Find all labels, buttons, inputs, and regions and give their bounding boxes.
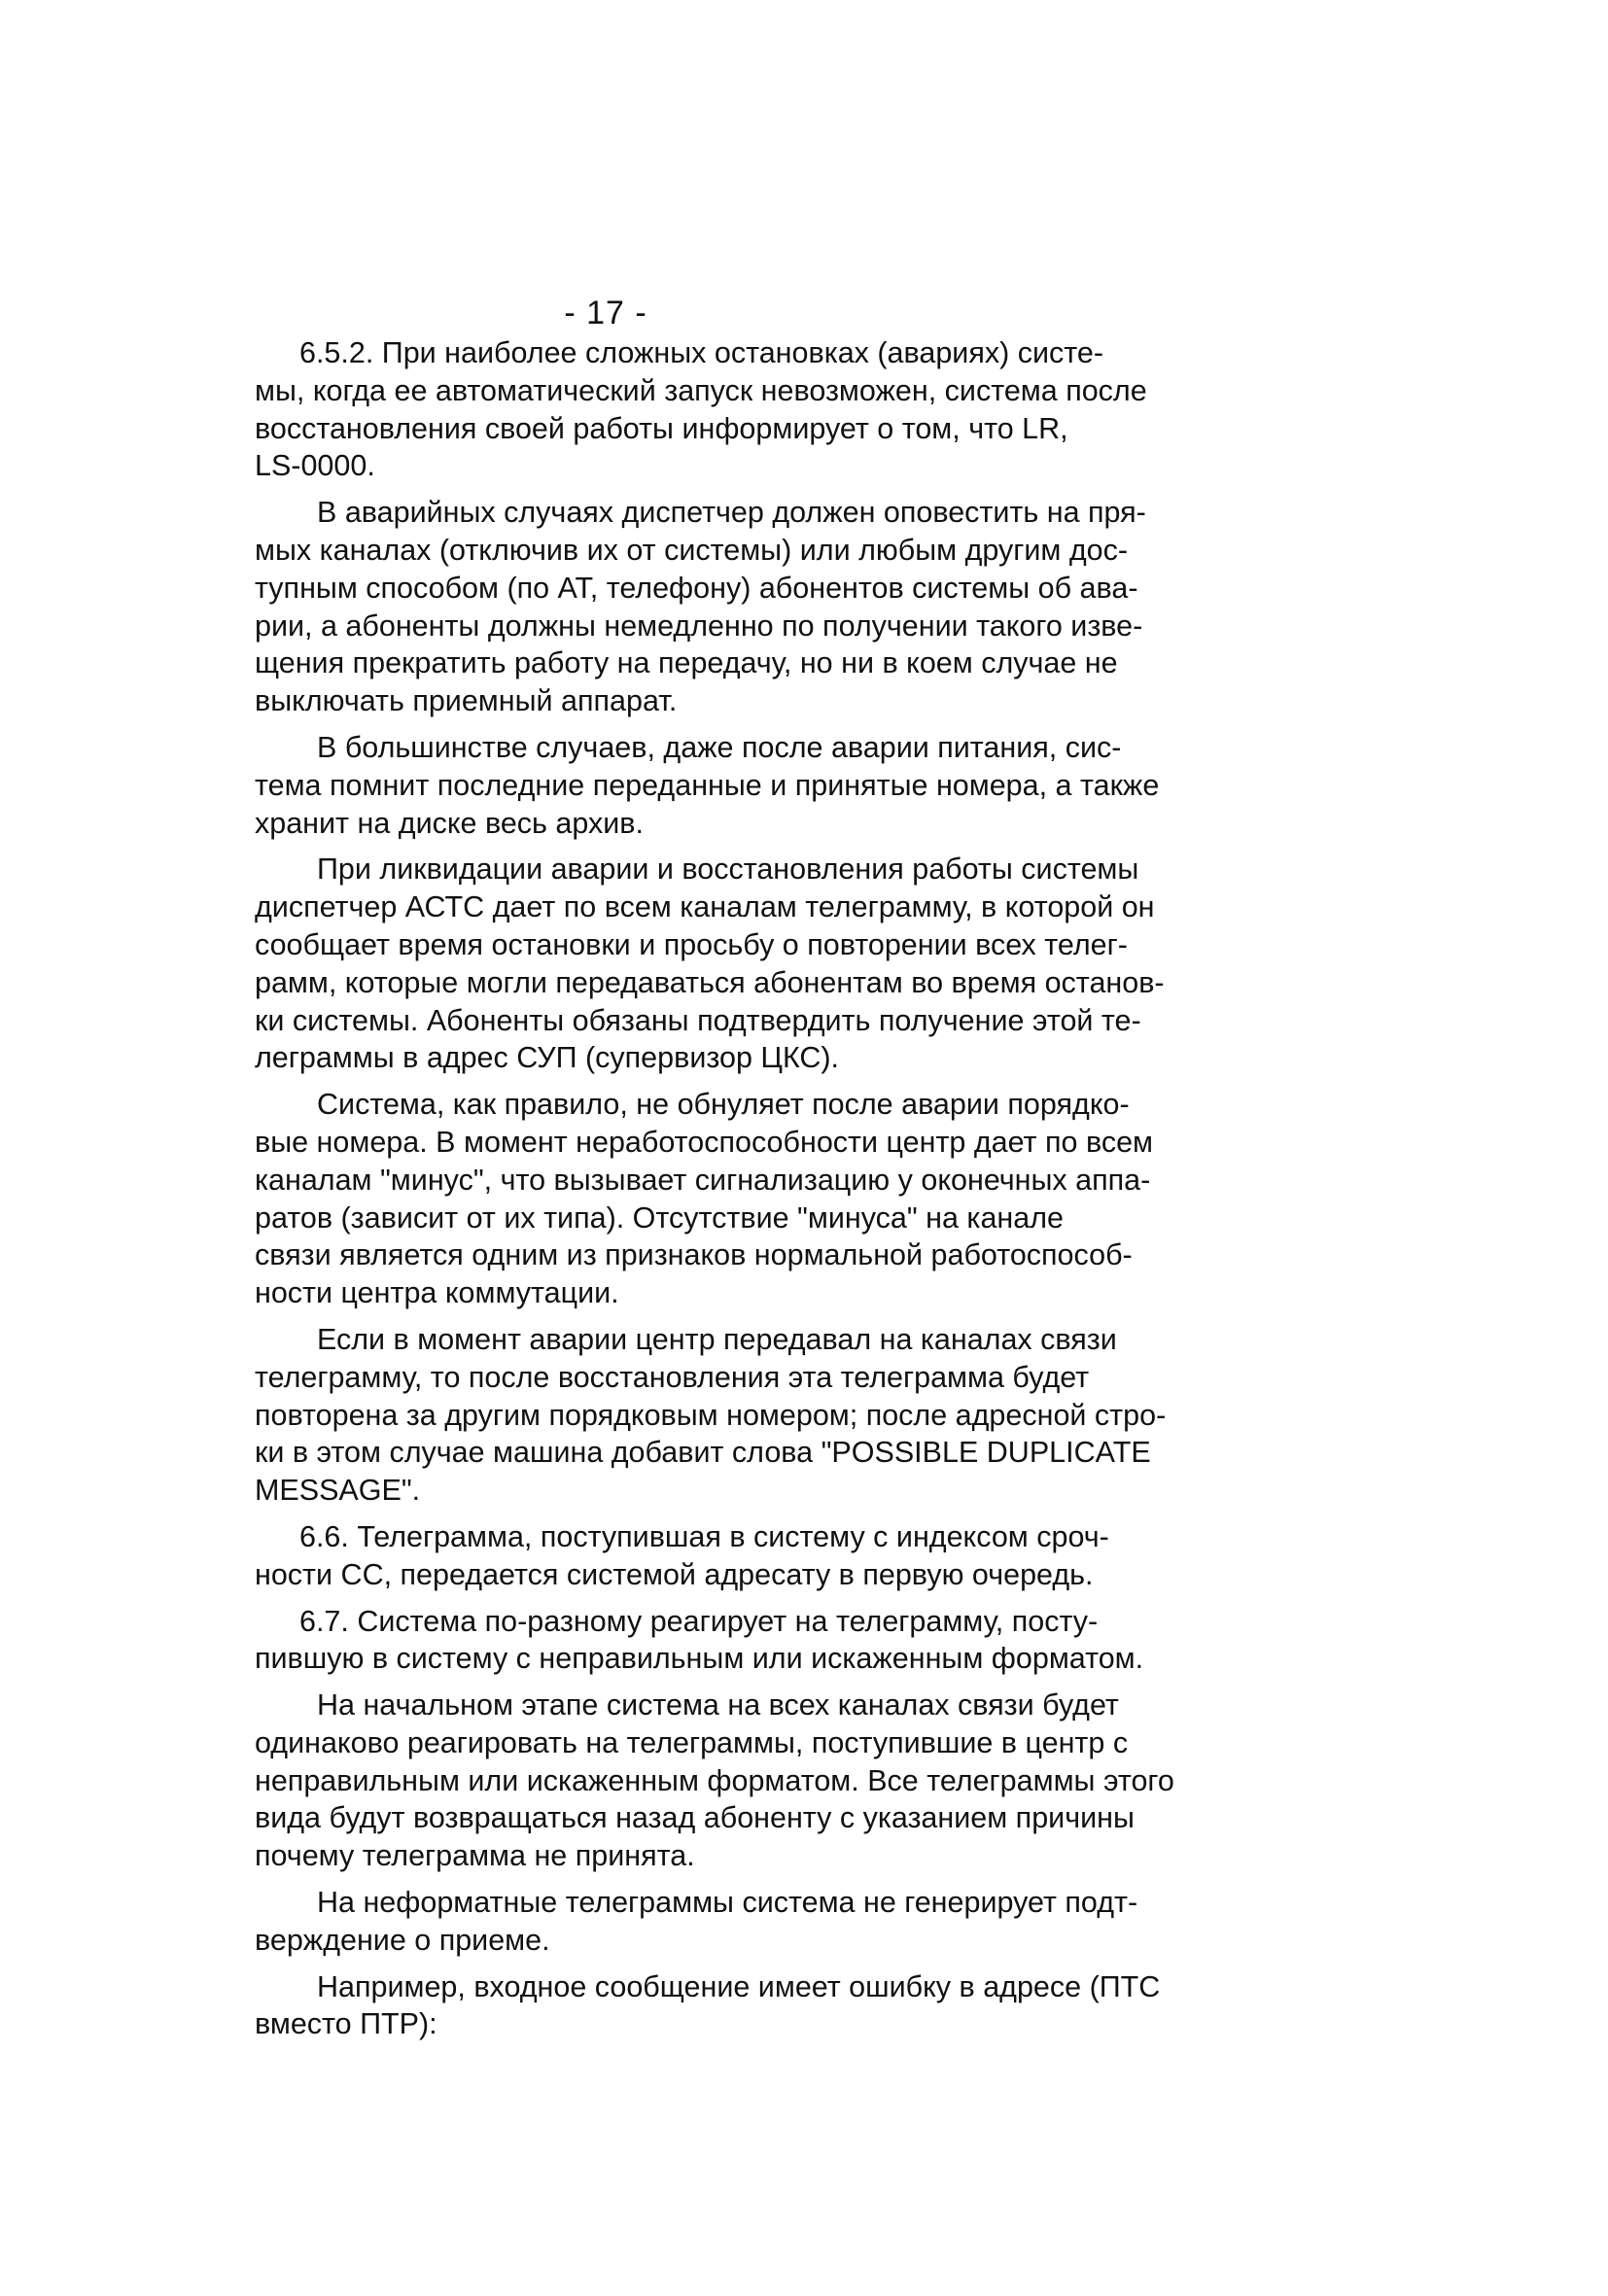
- text-line: На начальном этапе система на всех каналах связи будет: [317, 1688, 1119, 1722]
- text-line: тема помнит последние переданные и принятые номера, а также: [255, 768, 1160, 802]
- text-line: леграммы в адрес СУП (супервизор ЦКС).: [255, 1041, 840, 1075]
- text-line: телеграмму, то после восстановления эта телеграмма будет: [255, 1360, 1090, 1394]
- text-line: связи является одним из признаков нормальной работоспособ-: [255, 1238, 1133, 1272]
- paragraph-6-5-2: [255, 334, 1324, 485]
- text-line: мы, когда ее автоматический запуск невозможен, система после: [255, 373, 1147, 407]
- text-line: Например, входное сообщение имеет ошибку в адресе (ПТС: [317, 1969, 1161, 2003]
- text-line: 6.5.2. При наиболее сложных остановках (авариях) систе-: [299, 336, 1104, 369]
- text-line: ности СС, передается системой адресату в первую очередь.: [255, 1557, 1094, 1591]
- text-line: мых каналах (отключив их от системы) или любым другим дос-: [255, 533, 1129, 567]
- paragraph-duplicate: [255, 1321, 1324, 1510]
- text-line: восстановления своей работы информирует о том, что LR,: [255, 411, 1068, 445]
- text-line: 6.6. Телеграмма, поступившая в систему с индексом сроч-: [299, 1519, 1109, 1553]
- text-line: рии, а абоненты должны немедленно по получении такого изве-: [255, 609, 1143, 643]
- paragraph-initial: [255, 1687, 1324, 1875]
- page-number: - 17 -: [564, 295, 647, 331]
- text-line: рамм, которые могли передаваться абонентам во время останов-: [255, 965, 1165, 999]
- text-line: В аварийных случаях диспетчер должен оповестить на пря-: [317, 496, 1146, 530]
- text-line: диспетчер АСТС дает по всем каналам телеграмму, в которой он: [255, 890, 1155, 924]
- text-line: повторена за другим порядковым номером; после адресной стро-: [255, 1398, 1167, 1432]
- text-line: MESSAGE".: [255, 1474, 421, 1508]
- text-line: неправильным или искаженным форматом. Все телеграммы этого: [255, 1763, 1174, 1797]
- text-line: ратов (зависит от их типа). Отсутствие "минуса" на канале: [255, 1200, 1064, 1235]
- paragraph-numbering: [255, 1086, 1324, 1312]
- paragraph-memory: [255, 729, 1324, 842]
- text-line: Система, как правило, не обнуляет после аварии порядко-: [317, 1088, 1130, 1122]
- text-line: На неформатные телеграммы система не генерирует подт-: [317, 1886, 1138, 1920]
- text-line: ки системы. Абоненты обязаны подтвердить получение этой те-: [255, 1003, 1141, 1037]
- text-line: каналам "минус", что вызывает сигнализацию у оконечных аппа-: [255, 1163, 1151, 1197]
- paragraph-6-7: [255, 1603, 1324, 1679]
- paragraph-example: [255, 1968, 1324, 2044]
- paragraph-6-6: [255, 1518, 1324, 1594]
- text-line: LS-0000.: [255, 449, 375, 483]
- text-line: хранит на диске весь архив.: [255, 806, 644, 840]
- text-line: пившую в систему с неправильным или искаженным форматом.: [255, 1642, 1144, 1676]
- text-line: сообщает время остановки и просьбу о повторении всех телег-: [255, 927, 1128, 961]
- paragraph-nonformat: [255, 1884, 1324, 1960]
- text-line: В большинстве случаев, даже после аварии питания, сис-: [317, 730, 1122, 764]
- text-line: выключать приемный аппарат.: [255, 684, 678, 718]
- text-line: тупным способом (по АТ, телефону) абонентов системы об ава-: [255, 571, 1138, 605]
- text-line: 6.7. Система по-разному реагирует на телеграмму, посту-: [299, 1604, 1099, 1638]
- text-line: Если в момент аварии центр передавал на каналах связи: [317, 1322, 1117, 1356]
- paragraph-emergency: [255, 494, 1324, 720]
- text-line: ности центра коммутации.: [255, 1276, 619, 1310]
- text-line: щения прекратить работу на передачу, но ни в коем случае не: [255, 646, 1118, 680]
- text-line: одинаково реагировать на телеграммы, поступившие в центр с: [255, 1725, 1129, 1759]
- paragraph-liquidation: [255, 851, 1324, 1077]
- document-body: [255, 334, 1324, 2052]
- text-line: вида будут возвращаться назад абоненту с указанием причины: [255, 1801, 1135, 1835]
- text-line: При ликвидации аварии и восстановления работы системы: [317, 852, 1139, 887]
- text-line: верждение о приеме.: [255, 1923, 550, 1957]
- text-line: вместо ПТР):: [255, 2007, 437, 2041]
- text-line: ки в этом случае машина добавит слова "POSSIBLE DUPLICATE: [255, 1436, 1151, 1470]
- text-line: почему телеграмма не принята.: [255, 1839, 695, 1873]
- text-line: вые номера. В момент неработоспособности центр дает по всем: [255, 1125, 1153, 1159]
